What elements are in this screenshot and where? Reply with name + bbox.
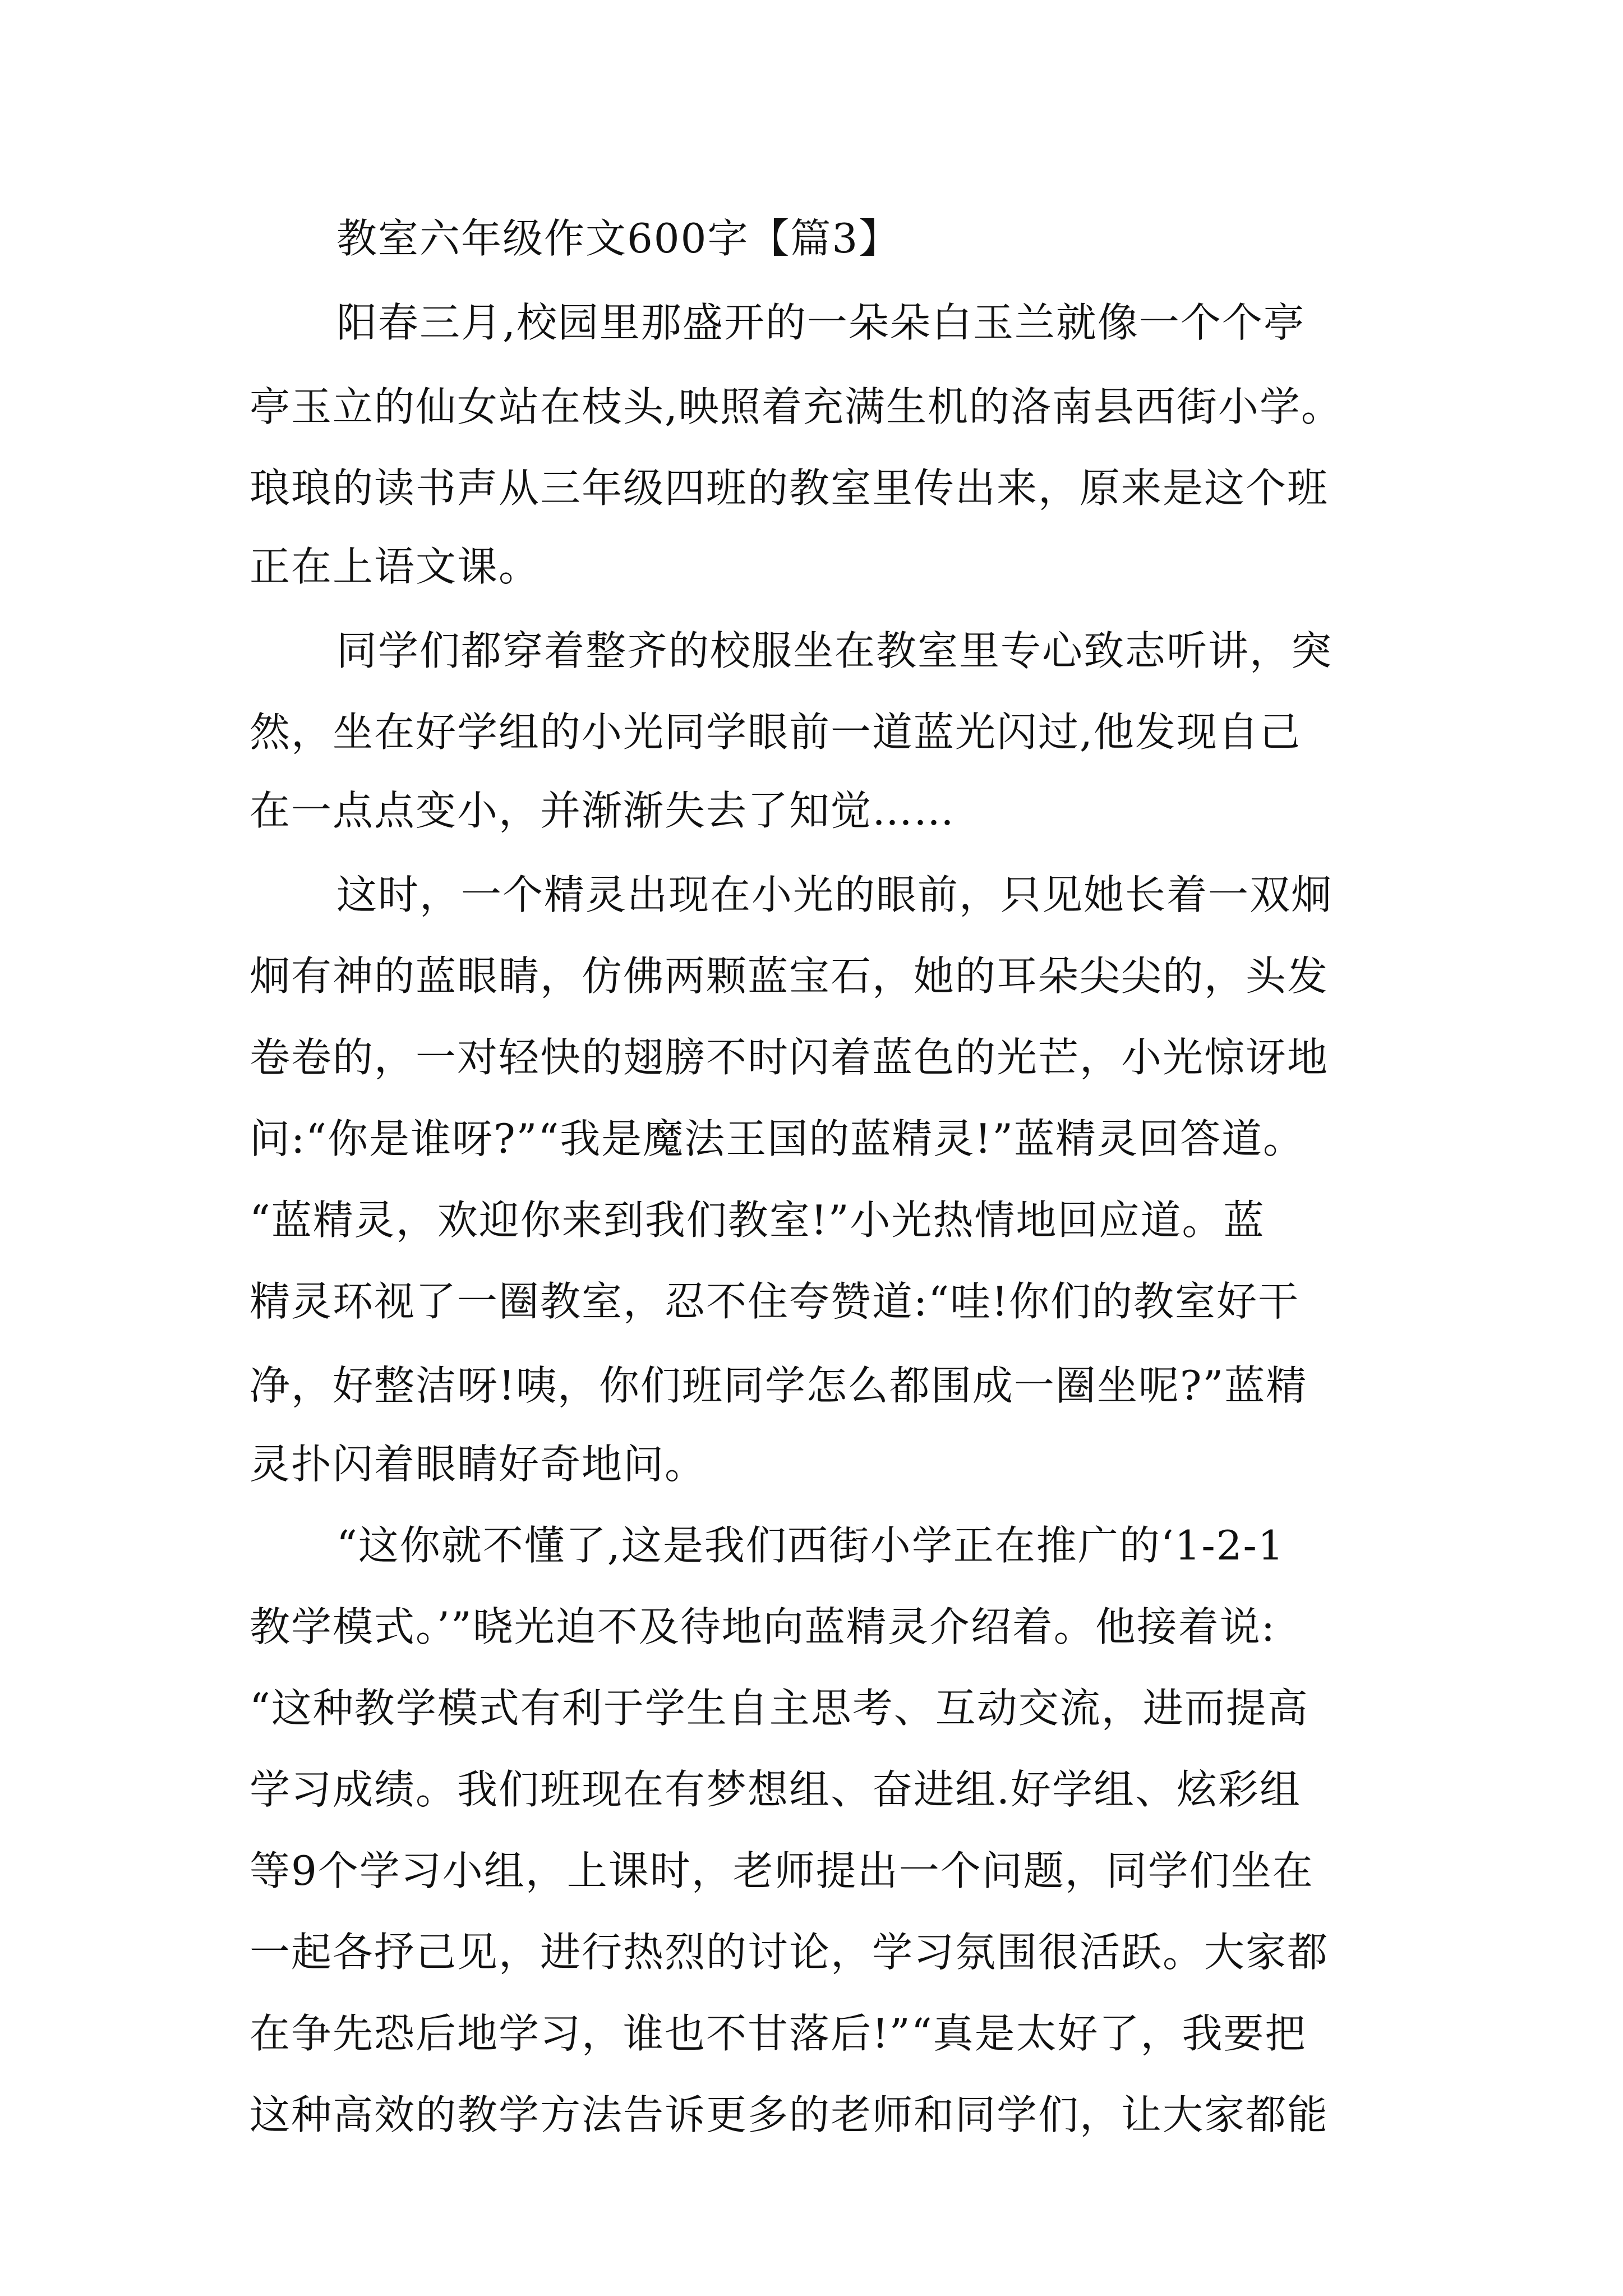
- text-line-3: 琅琅的读书声从三年级四班的教室里传出来，原来是这个班: [250, 464, 1329, 512]
- essay-title: 教室六年级作文600字【篇3】: [336, 215, 901, 262]
- text-line-17: 教学模式。’”晓光迫不及待地向蓝精灵介绍着。他接着说:: [250, 1603, 1276, 1650]
- text-line-16: “这你就不懂了,这是我们西街小学正在推广的‘1-2-1: [336, 1522, 1285, 1569]
- text-line-10: 卷卷的，一对轻快的翅膀不时闪着蓝色的光芒，小光惊讶地: [250, 1034, 1329, 1081]
- text-line-20: 等9个学习小组，上课时，老师提出一个问题，同学们坐在: [250, 1847, 1314, 1894]
- text-line-21: 一起各抒己见，进行热烈的讨论，学习氛围很活跃。大家都: [250, 1929, 1329, 1976]
- text-line-7: 在一点点变小，并渐渐失去了知觉……: [250, 787, 956, 834]
- text-line-23: 这种高效的教学方法告诉更多的老师和同学们，让大家都能: [250, 2091, 1329, 2138]
- text-line-19: 学习成绩。我们班现在有梦想组、奋进组.好学组、炫彩组: [250, 1766, 1301, 1813]
- text-line-14: 净，好整洁呀!咦，你们班同学怎么都围成一圈坐呢?”蓝精: [250, 1362, 1308, 1409]
- text-line-6: 然，坐在好学组的小光同学眼前一道蓝光闪过,他发现自己: [250, 708, 1301, 756]
- text-line-22: 在争先恐后地学习，谁也不甘落后!”“真是太好了，我要把: [250, 2010, 1307, 2057]
- text-line-13: 精灵环视了一圈教室，忍不住夸赞道:“哇!你们的教室好干: [250, 1278, 1300, 1325]
- text-line-2: 亭玉立的仙女站在枝头,映照着充满生机的洛南县西街小学。: [250, 383, 1343, 430]
- text-line-18: “这种教学模式有利于学生自主思考、互动交流，进而提高: [250, 1685, 1309, 1732]
- text-line-1: 阳春三月,校园里那盛开的一朵朵白玉兰就像一个个亭: [336, 299, 1305, 346]
- text-line-11: 问:“你是谁呀?”“我是魔法王国的蓝精灵!”蓝精灵回答道。: [250, 1115, 1305, 1162]
- text-line-15: 灵扑闪着眼睛好奇地问。: [250, 1441, 707, 1488]
- text-line-5: 同学们都穿着整齐的校服坐在教室里专心致志听讲，突: [336, 627, 1333, 674]
- text-line-8: 这时，一个精灵出现在小光的眼前，只见她长着一双炯: [336, 871, 1333, 918]
- text-line-12: “蓝精灵，欢迎你来到我们教室!”小光热情地回应道。蓝: [250, 1197, 1265, 1244]
- text-line-9: 炯有神的蓝眼睛，仿佛两颗蓝宝石，她的耳朵尖尖的，头发: [250, 953, 1329, 1000]
- text-line-4: 正在上语文课。: [250, 543, 541, 590]
